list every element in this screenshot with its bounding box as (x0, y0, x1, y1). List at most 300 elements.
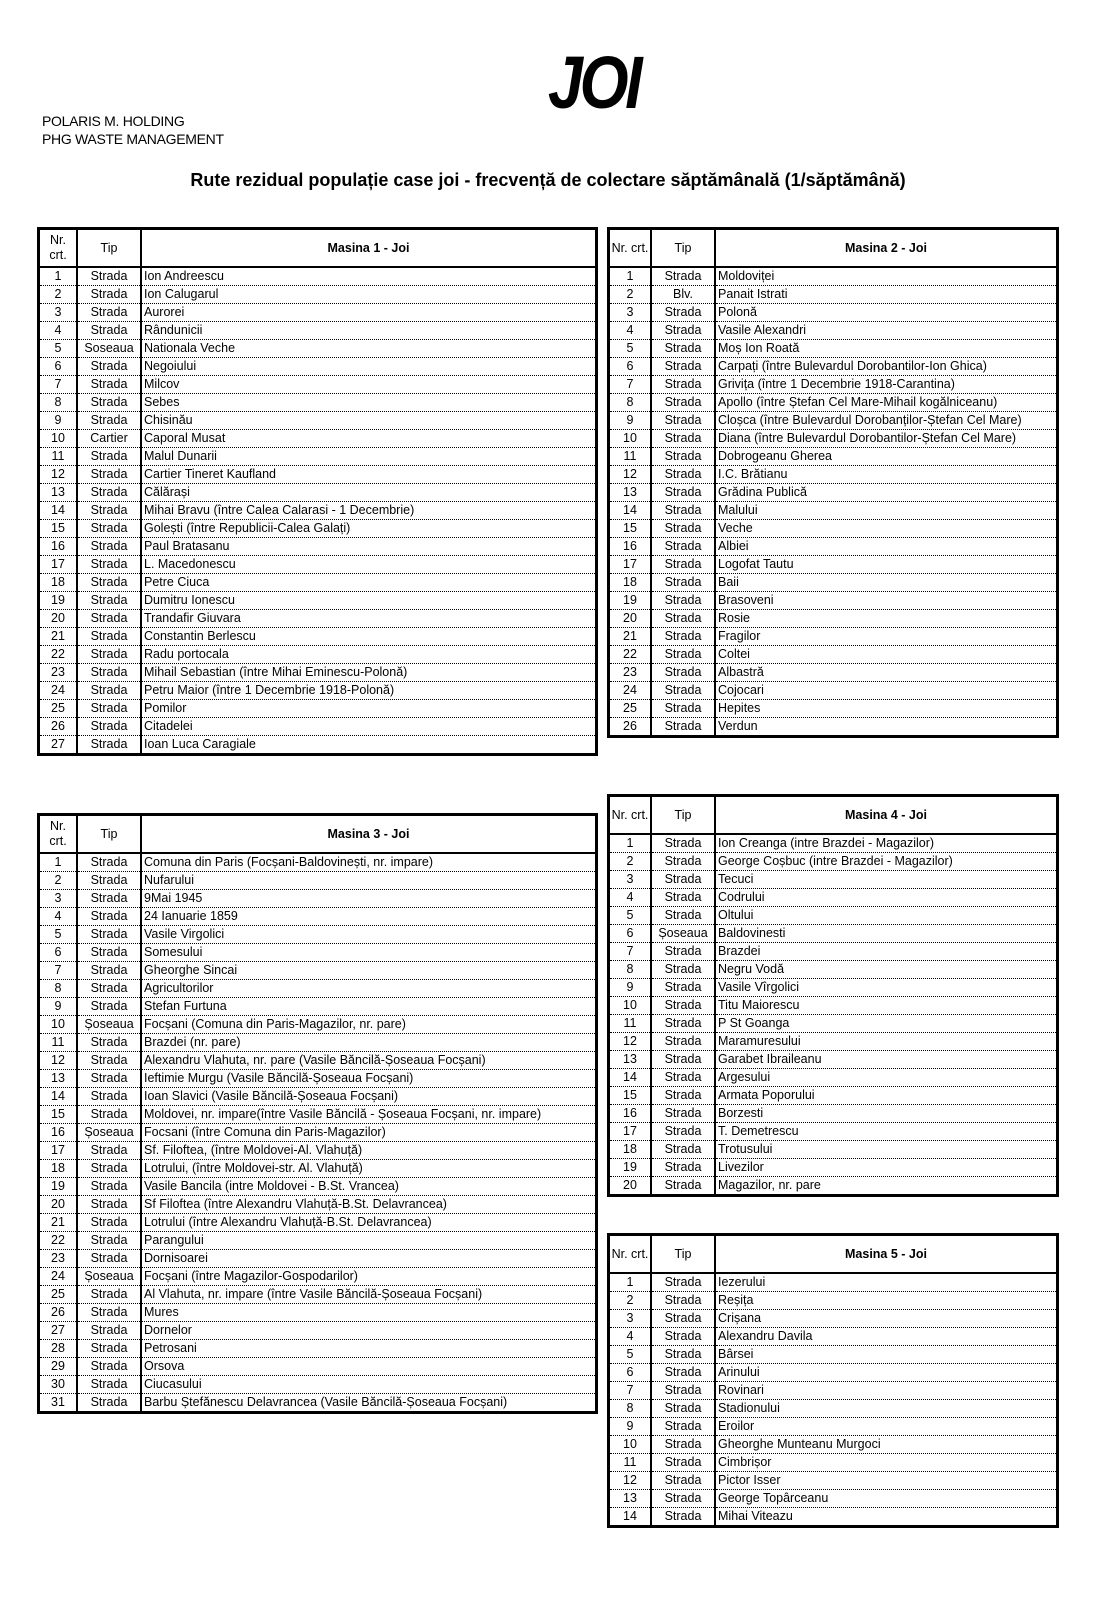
street-name: Brasoveni (715, 592, 1058, 610)
street-type: Strada (651, 538, 715, 556)
row-number: 12 (39, 1052, 78, 1070)
header-nr: Nr. crt. (39, 229, 78, 268)
day-logo: JOI (548, 41, 640, 124)
street-type: Strada (651, 1418, 715, 1436)
row-number: 16 (609, 1105, 652, 1123)
street-name: Cimbrișor (715, 1454, 1058, 1472)
street-name: Ciucasului (141, 1376, 597, 1394)
street-type: Șoseaua (77, 1016, 141, 1034)
row-number: 27 (39, 736, 78, 755)
row-number: 13 (609, 484, 652, 502)
street-type: Strada (651, 1177, 715, 1196)
street-name: George Coșbuc (intre Brazdei - Magazilor) (715, 853, 1058, 871)
street-name: Cloșca (între Bulevardul Dorobanților-Ștefan Cel Mare) (715, 412, 1058, 430)
row-number: 25 (39, 700, 78, 718)
row-number: 11 (39, 1034, 78, 1052)
street-name: Panait Istrati (715, 286, 1058, 304)
street-name: Pictor Isser (715, 1472, 1058, 1490)
street-name: Hepites (715, 700, 1058, 718)
header-title: Masina 1 - Joi (141, 229, 597, 268)
route-table-masina-2 (607, 227, 1059, 738)
table-row (609, 592, 1058, 610)
row-number: 14 (39, 1088, 78, 1106)
street-name: Malului (715, 502, 1058, 520)
table-row (39, 592, 597, 610)
street-name: Albiei (715, 538, 1058, 556)
street-type: Strada (77, 484, 141, 502)
street-name: Al Vlahuta, nr. impare (între Vasile Băncilă-Șoseaua Focșani) (141, 1286, 597, 1304)
row-number: 5 (609, 907, 652, 925)
street-type: Strada (77, 1160, 141, 1178)
row-number: 4 (609, 322, 652, 340)
table-row (39, 736, 597, 755)
row-number: 8 (39, 394, 78, 412)
table-row (39, 682, 597, 700)
table-row (609, 871, 1058, 889)
street-type: Strada (77, 412, 141, 430)
street-type: Șoseaua (651, 925, 715, 943)
table-row (39, 1340, 597, 1358)
row-number: 31 (39, 1394, 78, 1413)
table-header-row (39, 815, 597, 854)
row-number: 11 (609, 1015, 652, 1033)
row-number: 3 (39, 890, 78, 908)
street-name: Radu portocala (141, 646, 597, 664)
table-row (39, 700, 597, 718)
street-type: Strada (651, 961, 715, 979)
street-type: Strada (651, 943, 715, 961)
table-row (39, 430, 597, 448)
row-number: 19 (39, 592, 78, 610)
table-row (609, 610, 1058, 628)
row-number: 11 (39, 448, 78, 466)
street-type: Strada (77, 646, 141, 664)
street-name: Baii (715, 574, 1058, 592)
street-type: Strada (77, 628, 141, 646)
street-type: Strada (651, 1436, 715, 1454)
street-type: Strada (651, 1454, 715, 1472)
table-row (39, 1160, 597, 1178)
street-type: Blv. (651, 286, 715, 304)
row-number: 18 (39, 574, 78, 592)
table-row (609, 1177, 1058, 1196)
street-type: Strada (77, 908, 141, 926)
street-type: Strada (651, 1123, 715, 1141)
row-number: 19 (609, 592, 652, 610)
street-name: Veche (715, 520, 1058, 538)
table-row (39, 376, 597, 394)
table-row (609, 1400, 1058, 1418)
row-number: 2 (39, 286, 78, 304)
row-number: 10 (609, 997, 652, 1015)
page-subtitle: Rute rezidual populație case joi - frecvență de colectare săptămânală (1/săptămână) (190, 170, 906, 190)
street-name: Ion Creanga (intre Brazdei - Magazilor) (715, 834, 1058, 853)
row-number: 6 (39, 358, 78, 376)
street-name: I.C. Brătianu (715, 466, 1058, 484)
row-number: 17 (609, 556, 652, 574)
table-row (39, 1124, 597, 1142)
row-number: 6 (609, 925, 652, 943)
table-row (39, 556, 597, 574)
street-name: Codrului (715, 889, 1058, 907)
street-type: Strada (651, 1364, 715, 1382)
company-name: POLARIS M. HOLDING (42, 113, 185, 129)
table-row (39, 538, 597, 556)
street-type: Strada (651, 997, 715, 1015)
street-type: Strada (651, 340, 715, 358)
street-name: Ioan Slavici (Vasile Băncilă-Șoseaua Focșani) (141, 1088, 597, 1106)
street-type: Strada (651, 1159, 715, 1177)
street-type: Strada (651, 1346, 715, 1364)
street-name: Ieftimie Murgu (Vasile Băncilă-Șoseaua Focșani) (141, 1070, 597, 1088)
table-row (39, 872, 597, 890)
street-name: Ion Andreescu (141, 267, 597, 286)
table-row (609, 961, 1058, 979)
table-row (609, 574, 1058, 592)
street-type: Strada (77, 574, 141, 592)
street-type: Strada (77, 448, 141, 466)
street-type: Strada (77, 682, 141, 700)
street-name: P St Goanga (715, 1015, 1058, 1033)
table-row (609, 1490, 1058, 1508)
row-number: 28 (39, 1340, 78, 1358)
table-row (39, 1304, 597, 1322)
table-header-row (609, 229, 1058, 268)
street-name: Vasile Bancila (intre Moldovei - B.St. Vrancea) (141, 1178, 597, 1196)
table-row (39, 1106, 597, 1124)
street-type: Strada (77, 1088, 141, 1106)
header-tip: Tip (651, 229, 715, 268)
street-type: Strada (651, 1310, 715, 1328)
row-number: 16 (39, 1124, 78, 1142)
street-name: Somesului (141, 944, 597, 962)
street-type: Strada (77, 1052, 141, 1070)
street-type: Strada (651, 1069, 715, 1087)
table-row (39, 267, 597, 286)
street-name: 24 Ianuarie 1859 (141, 908, 597, 926)
row-number: 24 (39, 1268, 78, 1286)
row-number: 20 (609, 610, 652, 628)
row-number: 13 (39, 484, 78, 502)
street-name: Alexandru Vlahuta, nr. pare (Vasile Băncilă-Șoseaua Focșani) (141, 1052, 597, 1070)
row-number: 1 (39, 267, 78, 286)
table-row (39, 1016, 597, 1034)
street-type: Strada (77, 1250, 141, 1268)
street-name: Vasile Alexandri (715, 322, 1058, 340)
street-name: Lotrului, (între Moldovei-str. Al. Vlahuță) (141, 1160, 597, 1178)
row-number: 26 (39, 718, 78, 736)
table-row (609, 943, 1058, 961)
street-name: Petre Ciuca (141, 574, 597, 592)
table-row (609, 997, 1058, 1015)
table-row (39, 1196, 597, 1214)
row-number: 5 (39, 340, 78, 358)
table-row (609, 1273, 1058, 1292)
street-type: Strada (651, 664, 715, 682)
route-table-masina-5 (607, 1233, 1059, 1528)
table-row (39, 304, 597, 322)
table-row (609, 1382, 1058, 1400)
street-name: Garabet Ibraileanu (715, 1051, 1058, 1069)
street-name: Dumitru Ionescu (141, 592, 597, 610)
table-header-row (39, 229, 597, 268)
table-row (39, 664, 597, 682)
table-row (39, 358, 597, 376)
street-type: Strada (77, 394, 141, 412)
table-row (609, 1105, 1058, 1123)
street-name: Stadionului (715, 1400, 1058, 1418)
street-type: Strada (651, 1087, 715, 1105)
street-type: Strada (77, 1322, 141, 1340)
street-type: Strada (77, 1034, 141, 1052)
row-number: 12 (609, 466, 652, 484)
row-number: 21 (609, 628, 652, 646)
header-nr: Nr. crt. (39, 815, 78, 854)
header-nr: Nr. crt. (609, 229, 652, 268)
row-number: 1 (609, 1273, 652, 1292)
street-type: Strada (651, 871, 715, 889)
row-number: 8 (609, 394, 652, 412)
street-type: Strada (77, 736, 141, 755)
row-number: 22 (39, 646, 78, 664)
street-type: Strada (651, 592, 715, 610)
street-type: Strada (651, 322, 715, 340)
street-type: Strada (651, 448, 715, 466)
row-number: 7 (609, 943, 652, 961)
row-number: 15 (609, 1087, 652, 1105)
street-type: Strada (651, 1472, 715, 1490)
row-number: 7 (609, 1382, 652, 1400)
table-row (39, 853, 597, 872)
street-name: 9Mai 1945 (141, 890, 597, 908)
row-number: 21 (39, 628, 78, 646)
row-number: 4 (609, 1328, 652, 1346)
street-type: Strada (651, 1105, 715, 1123)
row-number: 9 (609, 412, 652, 430)
table-row (609, 556, 1058, 574)
street-type: Strada (77, 267, 141, 286)
row-number: 3 (609, 1310, 652, 1328)
street-name: Dornisoarei (141, 1250, 597, 1268)
street-type: Strada (77, 1394, 141, 1413)
street-name: Citadelei (141, 718, 597, 736)
street-type: Soseaua (77, 340, 141, 358)
row-number: 20 (39, 610, 78, 628)
table-row (39, 646, 597, 664)
table-row (609, 889, 1058, 907)
row-number: 14 (39, 502, 78, 520)
street-type: Strada (651, 889, 715, 907)
street-type: Strada (77, 980, 141, 998)
row-number: 7 (39, 962, 78, 980)
row-number: 12 (39, 466, 78, 484)
street-type: Strada (651, 1141, 715, 1159)
table-row (39, 718, 597, 736)
street-name: Barbu Ștefănescu Delavrancea (Vasile Băncilă-Șoseaua Focșani) (141, 1394, 597, 1413)
street-type: Strada (651, 304, 715, 322)
table-row (39, 1178, 597, 1196)
street-name: Brazdei (nr. pare) (141, 1034, 597, 1052)
table-row (609, 1159, 1058, 1177)
street-type: Strada (77, 944, 141, 962)
street-name: Maramuresului (715, 1033, 1058, 1051)
row-number: 8 (39, 980, 78, 998)
table-row (39, 1052, 597, 1070)
street-name: Comuna din Paris (Focșani-Baldovinești, nr. impare) (141, 853, 597, 872)
street-name: Dobrogeanu Gherea (715, 448, 1058, 466)
row-number: 3 (39, 304, 78, 322)
row-number: 4 (609, 889, 652, 907)
row-number: 9 (609, 1418, 652, 1436)
street-type: Strada (77, 962, 141, 980)
street-type: Strada (651, 1292, 715, 1310)
table-row (609, 340, 1058, 358)
header-title: Masina 2 - Joi (715, 229, 1058, 268)
table-row (609, 925, 1058, 943)
street-name: Armata Poporului (715, 1087, 1058, 1105)
street-name: Tecuci (715, 871, 1058, 889)
street-name: Paul Bratasanu (141, 538, 597, 556)
street-type: Strada (651, 1033, 715, 1051)
table-row (609, 1141, 1058, 1159)
row-number: 9 (39, 998, 78, 1016)
street-name: Crișana (715, 1310, 1058, 1328)
table-row (609, 1033, 1058, 1051)
street-type: Strada (651, 1015, 715, 1033)
street-name: Iezerului (715, 1273, 1058, 1292)
row-number: 30 (39, 1376, 78, 1394)
row-number: 5 (39, 926, 78, 944)
row-number: 14 (609, 1508, 652, 1527)
street-name: Verdun (715, 718, 1058, 737)
row-number: 5 (609, 1346, 652, 1364)
row-number: 12 (609, 1033, 652, 1051)
table-row (609, 304, 1058, 322)
table-row (609, 466, 1058, 484)
row-number: 23 (39, 1250, 78, 1268)
table-row (609, 700, 1058, 718)
route-table-masina-1 (37, 227, 598, 756)
street-name: Ioan Luca Caragiale (141, 736, 597, 755)
street-type: Strada (77, 358, 141, 376)
table-row (39, 628, 597, 646)
row-number: 26 (39, 1304, 78, 1322)
street-name: Nufarului (141, 872, 597, 890)
table-row (39, 448, 597, 466)
street-type: Cartier (77, 430, 141, 448)
row-number: 2 (39, 872, 78, 890)
table-row (609, 1418, 1058, 1436)
company-division: PHG WASTE MANAGEMENT (42, 131, 224, 147)
street-type: Strada (651, 412, 715, 430)
table-row (39, 1142, 597, 1160)
table-header-row (609, 1235, 1058, 1274)
row-number: 13 (609, 1490, 652, 1508)
row-number: 10 (609, 430, 652, 448)
row-number: 9 (39, 412, 78, 430)
row-number: 27 (39, 1322, 78, 1340)
street-name: Caporal Musat (141, 430, 597, 448)
row-number: 15 (39, 520, 78, 538)
table-row (39, 998, 597, 1016)
street-type: Strada (651, 610, 715, 628)
row-number: 12 (609, 1472, 652, 1490)
table-row (39, 1322, 597, 1340)
street-type: Strada (77, 890, 141, 908)
table-row (39, 1034, 597, 1052)
row-number: 17 (39, 1142, 78, 1160)
street-name: Trandafir Giuvara (141, 610, 597, 628)
table-row (39, 1232, 597, 1250)
row-number: 29 (39, 1358, 78, 1376)
street-name: L. Macedonescu (141, 556, 597, 574)
street-name: Carpați (între Bulevardul Dorobantilor-Ion Ghica) (715, 358, 1058, 376)
street-type: Strada (77, 1286, 141, 1304)
street-name: Rosie (715, 610, 1058, 628)
table-row (39, 466, 597, 484)
row-number: 5 (609, 340, 652, 358)
row-number: 6 (609, 358, 652, 376)
row-number: 14 (609, 502, 652, 520)
street-type: Strada (651, 358, 715, 376)
row-number: 23 (39, 664, 78, 682)
table-row (609, 834, 1058, 853)
table-row (609, 1508, 1058, 1527)
street-type: Strada (651, 394, 715, 412)
street-name: Logofat Tautu (715, 556, 1058, 574)
street-type: Strada (651, 1273, 715, 1292)
street-name: Moș Ion Roată (715, 340, 1058, 358)
row-number: 7 (39, 376, 78, 394)
street-type: Strada (651, 700, 715, 718)
street-type: Strada (651, 1490, 715, 1508)
header-tip: Tip (651, 1235, 715, 1274)
street-name: Baldovinesti (715, 925, 1058, 943)
row-number: 8 (609, 961, 652, 979)
street-name: Moldovei, nr. impare(între Vasile Băncilă - Șoseaua Focșani, nr. impare) (141, 1106, 597, 1124)
table-row (39, 484, 597, 502)
table-row (609, 1328, 1058, 1346)
street-name: Vasile Virgolici (141, 926, 597, 944)
table-row (39, 890, 597, 908)
table-row (609, 412, 1058, 430)
street-type: Strada (651, 484, 715, 502)
header-title: Masina 4 - Joi (715, 796, 1058, 835)
table-row (609, 646, 1058, 664)
header-tip: Tip (651, 796, 715, 835)
table-row (609, 718, 1058, 737)
street-name: Eroilor (715, 1418, 1058, 1436)
street-name: T. Demetrescu (715, 1123, 1058, 1141)
street-name: Vasile Vîrgolici (715, 979, 1058, 997)
row-number: 20 (609, 1177, 652, 1196)
street-type: Strada (651, 1328, 715, 1346)
street-type: Strada (651, 1051, 715, 1069)
row-number: 9 (609, 979, 652, 997)
row-number: 22 (609, 646, 652, 664)
table-row (39, 1268, 597, 1286)
row-number: 1 (609, 834, 652, 853)
table-row (39, 1394, 597, 1413)
street-type: Strada (651, 376, 715, 394)
row-number: 10 (39, 1016, 78, 1034)
table-row (609, 1310, 1058, 1328)
table-row (609, 682, 1058, 700)
street-name: Reșița (715, 1292, 1058, 1310)
table-row (609, 1087, 1058, 1105)
street-type: Strada (651, 1400, 715, 1418)
table-row (609, 1051, 1058, 1069)
